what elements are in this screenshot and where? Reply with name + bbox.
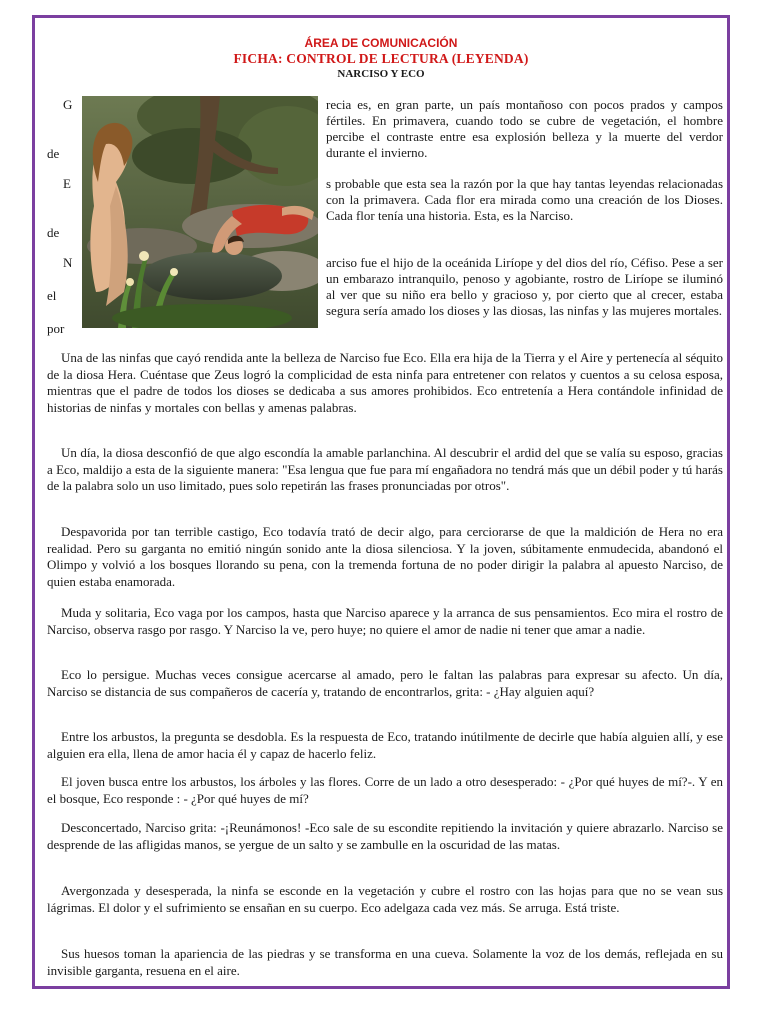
paragraph-5: Eco lo persigue. Muchas veces consigue acercarse al amado, pero le faltan las palabras para expresar su afecto. Un día, Narciso se distancia de sus compañeros de cacería y, tratando de encontrarlos, grita: - ¿Hay alguien aquí?	[47, 667, 723, 699]
lead-word-de: de	[47, 146, 60, 161]
paragraph-6: Entre los arbustos, la pregunta se desdobla. Es la respuesta de Eco, tratando inútilmente de decirle que había alguien allí, y ese alguien era ella, llena de amor hacia él y capaz de hacerlo feliz.	[47, 729, 723, 761]
lead-word-por: por	[47, 321, 65, 336]
story-title: NARCISO Y ECO	[337, 68, 425, 80]
lead-word-de-2: de	[47, 225, 60, 240]
ficha-title: FICHA: CONTROL DE LECTURA (LEYENDA)	[233, 51, 529, 66]
intro-paragraph-2: s probable que esta sea la razón por la que hay tantas leyendas relacionadas con la primavera. Cada flor era mirada como una creación de los Dioses. Cada flor tenía una historia. Esta, es la Narciso.	[326, 176, 723, 224]
paragraph-1: Una de las ninfas que cayó rendida ante la belleza de Narciso fue Eco. Ella era hija de la Tierra y el Aire y pertenecía al séquito de la diosa Hera. Cuéntase que Zeus logró la complicidad de esta ninfa para entretener con relatos y cuentos a su celosa esposa, mientras que el padre de todos los dioses se dedicaba a sus amores prohibidos. Eco entretenía a Hera contándole infinidad de historias de ninfas y mortales con bellas y amenas palabras.	[47, 350, 723, 415]
paragraph-8: Desconcertado, Narciso grita: -¡Reunámonos! -Eco sale de su escondite repitiendo la invitación y quiere abrazarlo. Narciso se desprende de las afligidas manos, se yergue de un salto y se zambulle en la oscuridad de las matas.	[47, 820, 723, 852]
drop-cap-e: E	[63, 176, 71, 191]
drop-cap-g: G	[63, 97, 73, 112]
paragraph-9: Avergonzada y desesperada, la ninfa se esconde en la vegetación y cubre el rostro con las hojas para que no se vean sus lágrimas. El dolor y el sufrimiento se ensañan en su cuerpo. Eco adelgaza cada vez más. Se arruga. Está triste.	[47, 883, 723, 915]
paragraph-4: Muda y solitaria, Eco vaga por los campos, hasta que Narciso aparece y la arranca de sus pensamientos. Eco mira el rostro de Narciso, observa rasgo por rasgo. Y Narciso la ve, pero huye; no quiere el amor de nadie ni tener que amar a nadie.	[47, 605, 723, 637]
drop-cap-n: N	[63, 255, 73, 270]
paragraph-2: Un día, la diosa desconfió de que algo escondía la amable parlanchina. Al descubrir el ardid del que se valía su esposo, gracias a Eco, maldijo a esta de la siguiente manera: "Esa lengua que fue para mí engañadora no tendrá más que un débil poder y tú harás de la palabra solo un uso limitado, pues solo repetirán las frases pronunciadas por otros".	[47, 445, 723, 493]
paragraph-10: Sus huesos toman la apariencia de las piedras y se transforma en una cueva. Solamente la voz de los demás, reflejada en su invisible garganta, resuena en el aire.	[47, 946, 723, 978]
narcissus-painting	[82, 96, 318, 328]
reading-sheet	[32, 15, 730, 989]
lead-word-el: el	[47, 288, 57, 303]
area-heading: ÁREA DE COMUNICACIÓN	[304, 36, 458, 50]
paragraph-7: El joven busca entre los arbustos, los árboles y las flores. Corre de un lado a otro desesperado: - ¿Por qué huyes de mí?-. Y en el bosque, Eco responde : - ¿Por qué huyes de mí?	[47, 774, 723, 806]
intro-paragraph-1: recia es, en gran parte, un país montañoso con pocos prados y campos fértiles. En primavera, cuando todo se cubre de vegetación, el hombre percibe el contraste entre esa explosión belleza y la muerte del verdor durante el invierno.	[326, 97, 723, 161]
intro-paragraph-3: arciso fue el hijo de la oceánida Liríope y del dios del río, Céfiso. Pese a ser un embarazo intranquilo, penoso y agobiante, rostro de Liríope se iluminó al ver que su niño era bello y gracioso y, por cierto que al crecer, estaba segura sería amado los dioses y las diosas, las ninfas y las mujeres mortales.	[326, 255, 723, 319]
paragraph-3: Despavorida por tan terrible castigo, Eco todavía trató de decir algo, para cerciorarse de que la maldición de Hera no era realidad. Pero su garganta no emitió ningún sonido ante la diosa silenciosa. Y la joven, súbitamente enmudecida, abandonó el Olimpo y volvió a los bosques llorando su pena, con la tremenda fortuna de no poder dirigir la palabra al apuesto Narciso, de quien estaba enamorada.	[47, 524, 723, 589]
